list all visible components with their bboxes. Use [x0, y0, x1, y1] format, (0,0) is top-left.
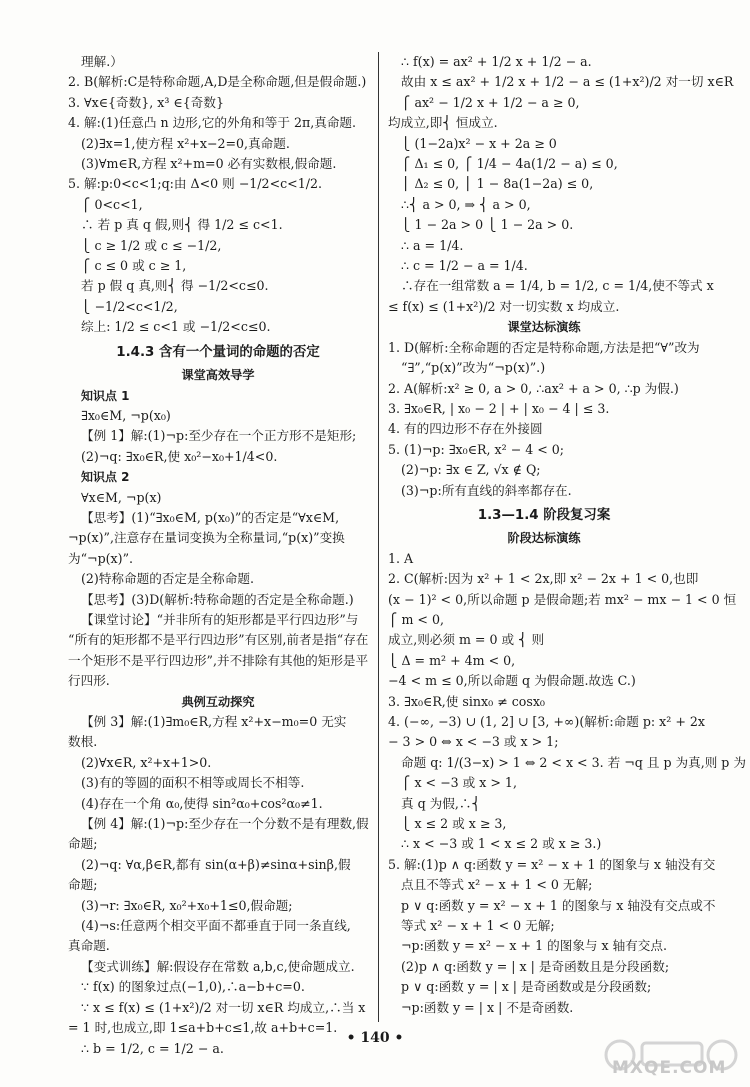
text-line: (3)¬p:所有直线的斜率都存在.: [401, 482, 572, 498]
subsection-heading: 典例互动探究: [181, 694, 255, 709]
text-line: (4)存在一个角 α₀,使得 sin²α₀+cos²α₀≠1.: [81, 795, 323, 811]
text-line: (3)有的等圆的面积不相等或周长不相等.: [81, 775, 305, 791]
text-line: 3. ∃x₀∈R, | x₀ − 2 | + | x₀ − 4 | ≤ 3.: [388, 400, 610, 416]
text-line: (3)∀m∈R,方程 x²+m=0 必有实数根,假命题.: [81, 156, 337, 172]
text-line: ∵ x ≤ f(x) ≤ (1+x²)/2 对一切 x∈R 均成立,∴当 x: [81, 999, 366, 1015]
text-line: 命题 q: 1/(3−x) > 1 ⇔ 2 < x < 3. 若 ¬q 且 p 为真,则 p 为: [401, 754, 746, 770]
text-line: 故由 x ≤ ax² + 1/2 x + 1/2 − a ≤ (1+x²)/2 对一切 x∈R: [401, 74, 734, 90]
text-line: ∀x∈M, ¬p(x): [81, 489, 162, 505]
section-heading: 1.4.3 含有一个量词的命题的否定: [116, 344, 320, 360]
text-line: 【例 1】解:(1)¬p:至少存在一个正方形不是矩形;: [81, 428, 357, 444]
text-line: ⎧ ax² − 1/2 x + 1/2 − a ≥ 0,: [401, 94, 580, 110]
text-line: ⎧ 0<c<1,: [81, 196, 143, 212]
text-line: 点且不等式 x² − x + 1 < 0 无解;: [401, 877, 593, 893]
text-line: 5. 解:(1)p ∧ q:函数 y = x² − x + 1 的图象与 x 轴没有交: [388, 856, 716, 872]
text-line: ¬p:函数 y = x² − x + 1 的图象与 x 轴有交点.: [401, 938, 667, 954]
text-line: ∴ f(x) = ax² + 1/2 x + 1/2 − a.: [401, 54, 592, 69]
subsection-heading: 课堂高效导学: [181, 368, 255, 383]
text-line: 2. C(解析:因为 x² + 1 < 2x,即 x² − 2x + 1 < 0,也即: [388, 571, 699, 587]
text-line: (4)¬s:任意两个相交平面不都垂直于同一条直线,: [81, 918, 351, 934]
text-line: ⎧ Δ₁ ≤ 0, ⎧ 1/4 − 4a(1/2 − a) ≤ 0,: [401, 156, 618, 172]
text-line: ¬p:函数 y = | x | 不是奇函数.: [401, 999, 574, 1015]
text-line: (2)¬p: ∃x ∈ Z, √x ∉ Q;: [401, 462, 541, 478]
text-line: 4. 有的四边形不存在外接圆: [388, 421, 543, 437]
text-line: (3)¬r: ∃x₀∈R, x₀²+x₀+1≤0,假命题;: [81, 897, 293, 913]
text-line: 理解.）: [81, 54, 123, 69]
text-line: ⎩ Δ = m² + 4m < 0,: [388, 652, 516, 668]
text-line: 1. A: [388, 550, 414, 566]
text-line: 2. B(解析:C是特称命题,A,D是全称命题,但是假命题.): [68, 74, 367, 90]
text-line: ⎪ Δ₂ ≤ 0, ⎪ 1 − 8a(1−2a) ≤ 0,: [401, 176, 594, 192]
text-line: 命题;: [68, 877, 98, 893]
text-line: ∴⎨ a > 0, ⇒ ⎨ a > 0,: [401, 196, 531, 212]
text-line: ≤ f(x) ≤ (1+x²)/2 对一切实数 x 均成立.: [388, 298, 620, 314]
text-line: 真 q 为假,∴⎨: [401, 795, 481, 811]
text-line: 2. A(解析:x² ≥ 0, a > 0, ∴ax² + a > 0, ∴p 为假.): [388, 380, 679, 396]
text-line: 成立,则必须 m = 0 或 ⎨ 则: [388, 632, 545, 648]
text-line: ⎧ x < −3 或 x > 1,: [401, 775, 517, 791]
text-line: (2)¬q: ∀α,β∈R,都有 sin(α+β)≠sinα+sinβ,假: [81, 856, 351, 872]
text-line: 为“¬p(x)”.: [68, 550, 134, 566]
text-line: 命题;: [68, 836, 98, 852]
text-line: 3. ∀x∈{奇数}, x³ ∈{奇数}: [68, 94, 224, 110]
text-line: 若 p 假 q 真,则⎨ 得 −1/2<c≤0.: [81, 278, 269, 294]
text-line: 等式 x² − x + 1 < 0 无解;: [401, 918, 555, 934]
text-line: 4. (−∞, −3) ∪ (1, 2] ∪ [3, +∞)(解析:命题 p: x² + 2x: [388, 714, 705, 729]
section-heading: 1.3—1.4 阶段复习案: [477, 507, 611, 523]
text-line: 【课堂讨论】“并非所有的矩形都是平行四边形”与: [81, 611, 359, 627]
text-line: (2)∃x=1,使方程 x²+x−2=0,真命题.: [81, 135, 290, 151]
text-line: 【变式训练】解:假设存在常数 a,b,c,使命题成立.: [81, 958, 355, 974]
column-divider: [378, 52, 379, 1022]
text-line: ∴存在一组常数 a = 1/4, b = 1/2, c = 1/4,使不等式 x: [401, 278, 714, 294]
text-line: 5. 解:p:0<c<1;q:由 Δ<0 则 −1/2<c<1/2.: [68, 176, 322, 192]
text-line: p ∨ q:函数 y = x² − x + 1 的图象与 x 轴没有交点或不: [401, 897, 716, 913]
text-line: 综上: 1/2 ≤ c<1 或 −1/2<c≤0.: [81, 319, 271, 335]
text-line: ∴ x < −3 或 1 < x ≤ 2 或 x ≥ 3.): [401, 836, 602, 852]
text-line: (2)∀x∈R, x²+x+1>0.: [81, 754, 212, 770]
text-line: “所有的矩形都不是平行四边形”有区别,前者是指“存在: [68, 632, 369, 648]
text-line: 【思考】(1)“∃x₀∈M, p(x₀)”的否定是“∀x∈M,: [81, 509, 340, 525]
text-line: ∴ c = 1/2 − a = 1/4.: [401, 258, 528, 274]
text-line: ¬p(x)”,注意存在量词变换为全称量词,“p(x)”变换: [68, 530, 345, 546]
text-line: “∃”,“p(x)”改为“¬p(x)”.): [401, 360, 546, 376]
text-line: 1. D(解析:全称命题的否定是特称命题,方法是把“∀”改为: [388, 339, 700, 355]
text-line: (2)特称命题的否定是全称命题.: [81, 571, 254, 587]
left-column: [68, 52, 368, 1059]
page-number: • 140 •: [346, 1030, 404, 1046]
text-line: ⎩ x ≤ 2 或 x ≥ 3,: [401, 816, 507, 832]
text-line: ∴ b = 1/2, c = 1/2 − a.: [81, 1040, 224, 1056]
text-line: 5. (1)¬p: ∃x₀∈R, x² − 4 < 0;: [388, 441, 565, 457]
text-line: 真命题.: [68, 938, 110, 954]
text-line: 【例 3】解:(1)∃m₀∈R,方程 x²+x−m₀=0 无实: [81, 714, 347, 729]
text-line: − 3 > 0 ⇔ x < −3 或 x > 1;: [388, 734, 559, 750]
text-line: (x − 1)² < 0,所以命题 p 是假命题;若 mx² − mx − 1 < 0 恒: [388, 591, 737, 607]
text-line: 4. 解:(1)任意凸 n 边形,它的外角和等于 2π,真命题.: [68, 115, 357, 131]
text-line: 【思考】(3)D(解析:特称命题的否定是全称命题.): [81, 591, 354, 607]
text-line: 3. ∃x₀∈R,使 sinx₀ ≠ cosx₀: [388, 693, 545, 709]
text-line: 均成立,即⎨ 恒成立.: [388, 115, 498, 131]
text-line: ∵ f(x) 的图象过点(−1,0),∴a−b+c=0.: [81, 979, 305, 995]
text-line: ⎧ m < 0,: [388, 611, 444, 627]
text-line: = 1 时,也成立,即 1≤a+b+c≤1,故 a+b+c=1.: [68, 1020, 338, 1036]
text-line: ⎩ (1−2a)x² − x + 2a ≥ 0: [401, 135, 557, 151]
text-line: ∴ 若 p 真 q 假,则⎨ 得 1/2 ≤ c<1.: [81, 217, 283, 233]
knowledge-point-label: 知识点 1: [81, 388, 130, 403]
text-line: −4 < m ≤ 0,所以命题 q 为假命题.故选 C.): [388, 673, 636, 689]
text-line: ⎩ −1/2<c<1/2,: [81, 298, 178, 314]
text-line: ∴ a = 1/4.: [401, 237, 464, 253]
text-line: (2)¬q: ∃x₀∈R,使 x₀²−x₀+1/4<0.: [81, 448, 278, 464]
text-line: 数根.: [68, 734, 98, 750]
text-line: 一个矩形不是平行四边形”,并不排除有其他的矩形是平: [68, 652, 369, 668]
right-column: [388, 52, 746, 1018]
text-line: ⎩ 1 − 2a > 0 ⎩ 1 − 2a > 0.: [401, 217, 574, 233]
text-line: p ∨ q:函数 y = | x | 是奇函数或是分段函数;: [401, 979, 652, 995]
subsection-heading: 课堂达标演练: [507, 320, 581, 335]
text-line: ∃x₀∈M, ¬p(x₀): [81, 407, 171, 423]
text-line: 【例 4】解:(1)¬p:至少存在一个分数不是有理数,假: [81, 816, 369, 832]
watermark-text: MXQE.COM: [612, 1058, 727, 1078]
text-line: ⎩ c ≥ 1/2 或 c ≤ −1/2,: [81, 237, 222, 253]
text-line: 行四形.: [68, 673, 110, 689]
subsection-heading: 阶段达标演练: [507, 531, 581, 546]
knowledge-point-label: 知识点 2: [81, 470, 130, 485]
text-line: ⎧ c ≤ 0 或 c ≥ 1,: [81, 258, 187, 274]
text-line: (2)p ∧ q:函数 y = | x | 是奇函数且是分段函数;: [401, 958, 670, 974]
